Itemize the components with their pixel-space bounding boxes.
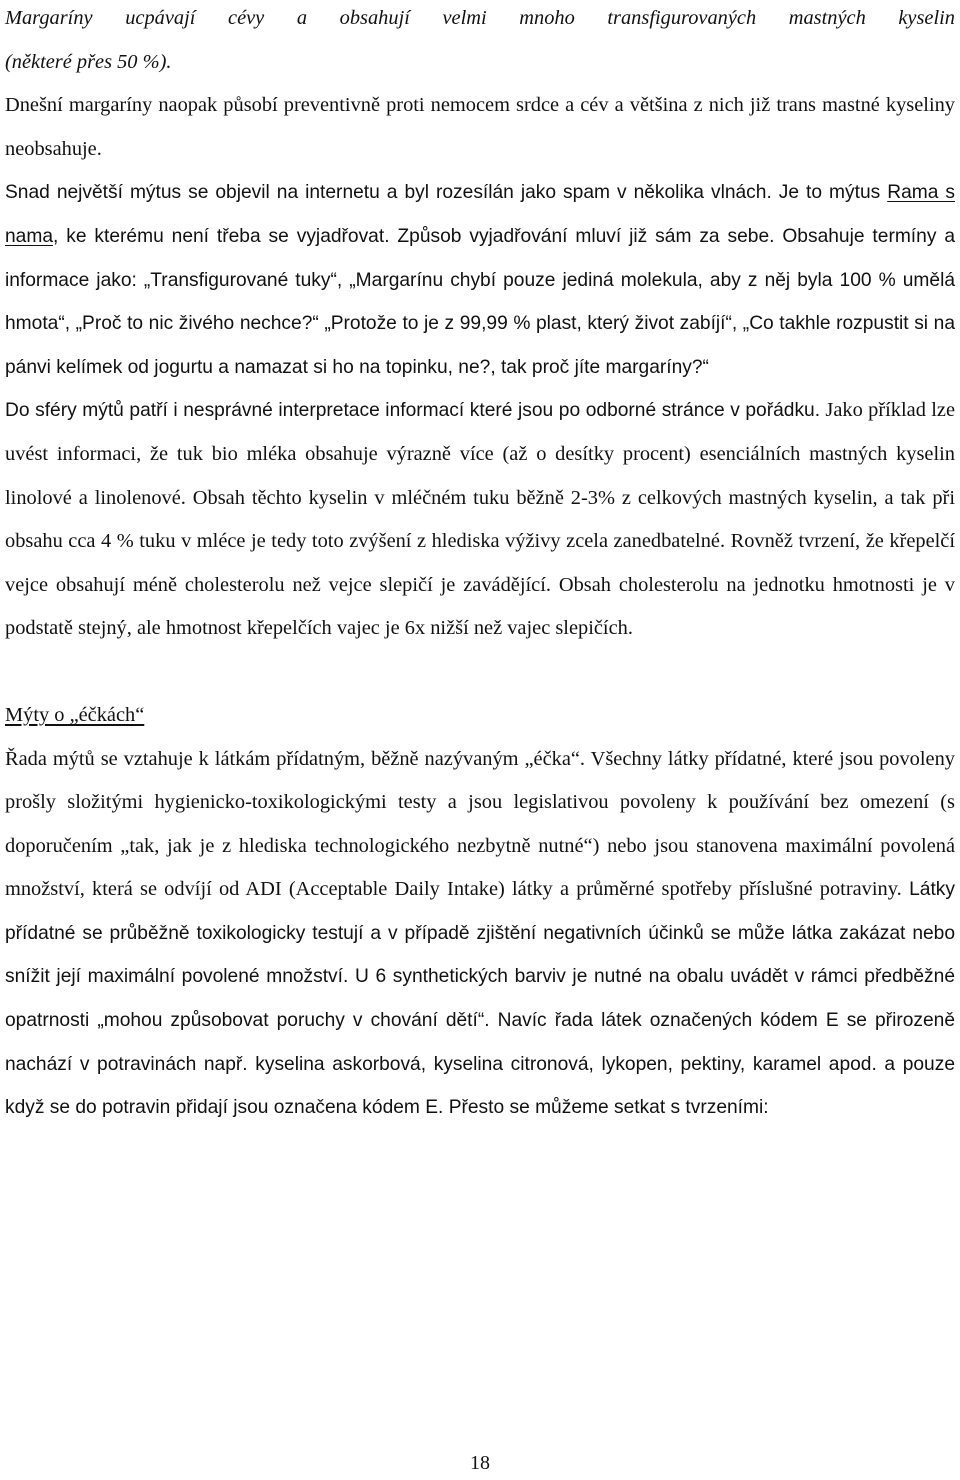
paragraph-additives-serif: Řada mýtů se vztahuje k látkám přídatným, běžně nazývaným „éčka“. Všechny látky přídatné, které jsou povoleny prošly složitými hygienicko-toxikologickými testy a jsou legislativou povoleny k používání bez omezení (s doporučením „tak, jak je z hlediska technologického nezbytně nutné“) nebo jsou stanovena maximální povolená množství, která se odvíjí od ADI (Acceptable Daily Intake) látky a průměrné spotřeby příslušné potraviny. — [5, 747, 955, 901]
paragraph-myth-margarine-cont — [5, 41, 955, 85]
document-page — [5, 0, 955, 1130]
paragraph-rama-rest: Obsahuje termíny a informace jako: „Transfigurované tuky“, „Margarínu chybí pouze jediná molekula, aby z něj byla 100 % umělá hmota“, „Proč to nic živého nechce?“ „Protože to je z 99,99 % plast, který život zabíjí“, „Co takhle rozpustit si na pánvi kelímek od jogurtu a namazat si ho na topinku, ne?, tak proč jíte margaríny?“ — [5, 225, 955, 378]
paragraph-interpretation-sans: Do sféry mýtů patří i nesprávné interpretace informací které jsou po odborné stránce v pořádku. — [5, 400, 821, 422]
rama-link[interactable]: Rama s nama — [5, 182, 955, 247]
section-heading-text: Mýty o „éčkách“ — [5, 703, 145, 726]
paragraph-rama-after-link: , ke kterému není třeba se vyjadřovat. Způsob vyjadřování mluví již sám za sebe. — [53, 225, 775, 247]
paragraph-interpretation-serif: Jako příklad lze uvést informaci, že tuk bio mléka obsahuje výrazně více (až o desítky procent) esenciálních mastných kyselin linolové a linolenové. Obsah těchto kyselin v mléčném tuku běžně 2-3% z celkových mastných kyselin, a tak při obsahu cca 4 % tuku v mléce je tedy toto zvýšení z hlediska výživy zcela zanedbatelné. Rovněž tvrzení, že křepelčí vejce obsahují méně cholesterolu než vejce slepičí je zavádějící. Obsah cholesterolu na jednotku hmotnosti je v podstatě stejný, ale hmotnost křepelčích vajec je 6x nižší než vajec slepičích. — [5, 399, 955, 640]
section-heading-ecka — [5, 694, 955, 738]
paragraph-myth-margarine-line2: (některé přes 50 %). — [5, 50, 172, 73]
paragraph-myth-margarine-line1: Margaríny ucpávají cévy a obsahují velmi mnoho transfigurovaných mastných kyselin — [5, 7, 955, 29]
paragraph-modern-margarines — [5, 84, 955, 171]
paragraph-additives-sans: Látky přídatné se průběžně toxikologicky testují a v případě zjištění negativních účinků se může látka zakázat nebo snížit její maximální povolené množství. U 6 synthetických barviv je nutné na obalu uvádět v rámci předběžné opatrnosti „mohou způsobovat poruchy v chování dětí“. Navíc řada látek označených kódem E se přirozeně nachází v potravinách např. kyselina askorbová, kyselina citronová, lykopen, pektiny, karamel apod. a pouze když se do potravin přidají jsou označena kódem E. Přesto se můžeme setkat s tvrzeními: — [5, 879, 955, 1119]
paragraph-modern-margarines-text: Dnešní margaríny naopak působí preventivně proti nemocem srdce a cév a většina z nich již trans mastné kyseliny neobsahuje. — [5, 94, 955, 160]
paragraph-interpretation — [5, 389, 955, 651]
paragraph-rama-myth — [5, 171, 955, 389]
paragraph-rama-intro: Snad největší mýtus se objevil na internetu a byl rozesílán jako spam v několika vlnách. Je to mýtus — [5, 182, 888, 204]
paragraph-additives — [5, 738, 955, 1130]
paragraph-myth-margarine — [5, 0, 955, 41]
page-number: 18 — [470, 1452, 490, 1474]
